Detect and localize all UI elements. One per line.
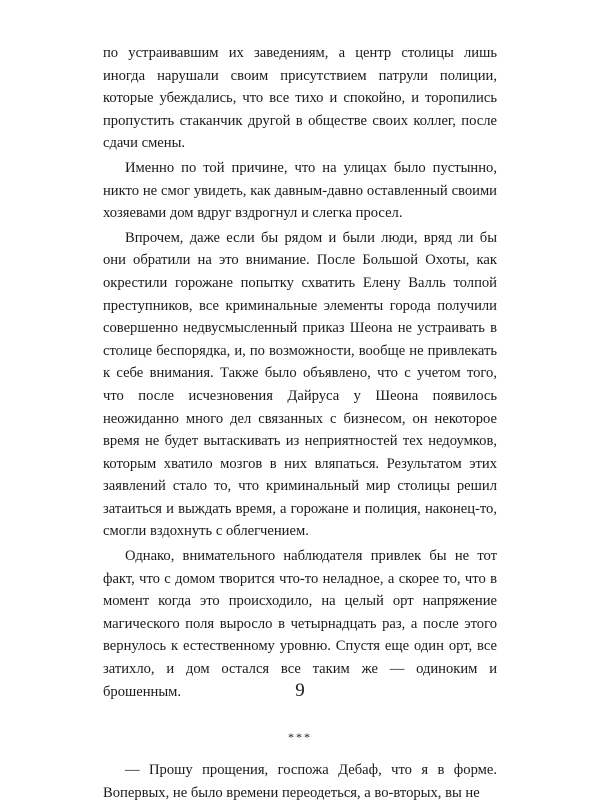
- paragraph-4: Однако, внимательного наблюдателя привлек бы не тот факт, что с домом творится что-то неладное, а скорее то, что в момент когда это происходило, на целый орт напряжение магического поля выросло в четырнадцать раз, а после этого вернулось к естественному уровню. Спустя еще один орт, все затихло, и дом остался все таким же — одиноким и брошенным.: [103, 548, 497, 700]
- page-number: 9: [295, 680, 305, 701]
- paragraph-5: — Прошу прощения, госпожа Дебаф, что я в форме. Вопервых, не было времени переодеться, а во-вторых, вы не: [103, 762, 497, 801]
- paragraph-3: Впрочем, даже если бы рядом и были люди, вряд ли бы они обратили на это внимание. После Большой Охоты, как окрестили горожане попытку схватить Елену Валль толпой преступников, все криминальные элементы города получили совершенно недвусмысленный приказ Шеона не устраивать в столице беспорядка, и, по возможности, вообще не привлекать к себе внимания. Также было объявлено, что с учетом того, что после исчезновения Дайруса у Шеона появилось неожиданно много дел связанных с бизнесом, он некоторое время не будет вытаскивать из неприятностей тех недоумков, которым хватило мозгов в них вляпаться. Результатом этих заявлений стало то, что криминальный мир столицы решил затаиться и выждать время, а горожане и полиция, наконец-то, смогли вздохнуть с облегчением.: [103, 229, 497, 540]
- paragraph-2: Именно по той причине, что на улицах было пустынно, никто не смог увидеть, как давным-давно оставленный своими хозяевами дом вдруг вздрогнул и слегка просел.: [103, 159, 497, 222]
- paragraph-1: по устраивавшим их заведениям, а центр столицы лишь иногда нарушали своим присутствием патрули полиции, которые убеждались, что все тихо и спокойно, и торопились пропустить стаканчик другой в обществе своих коллег, после сдачи смены.: [103, 45, 497, 152]
- section-separator: ***: [288, 730, 312, 745]
